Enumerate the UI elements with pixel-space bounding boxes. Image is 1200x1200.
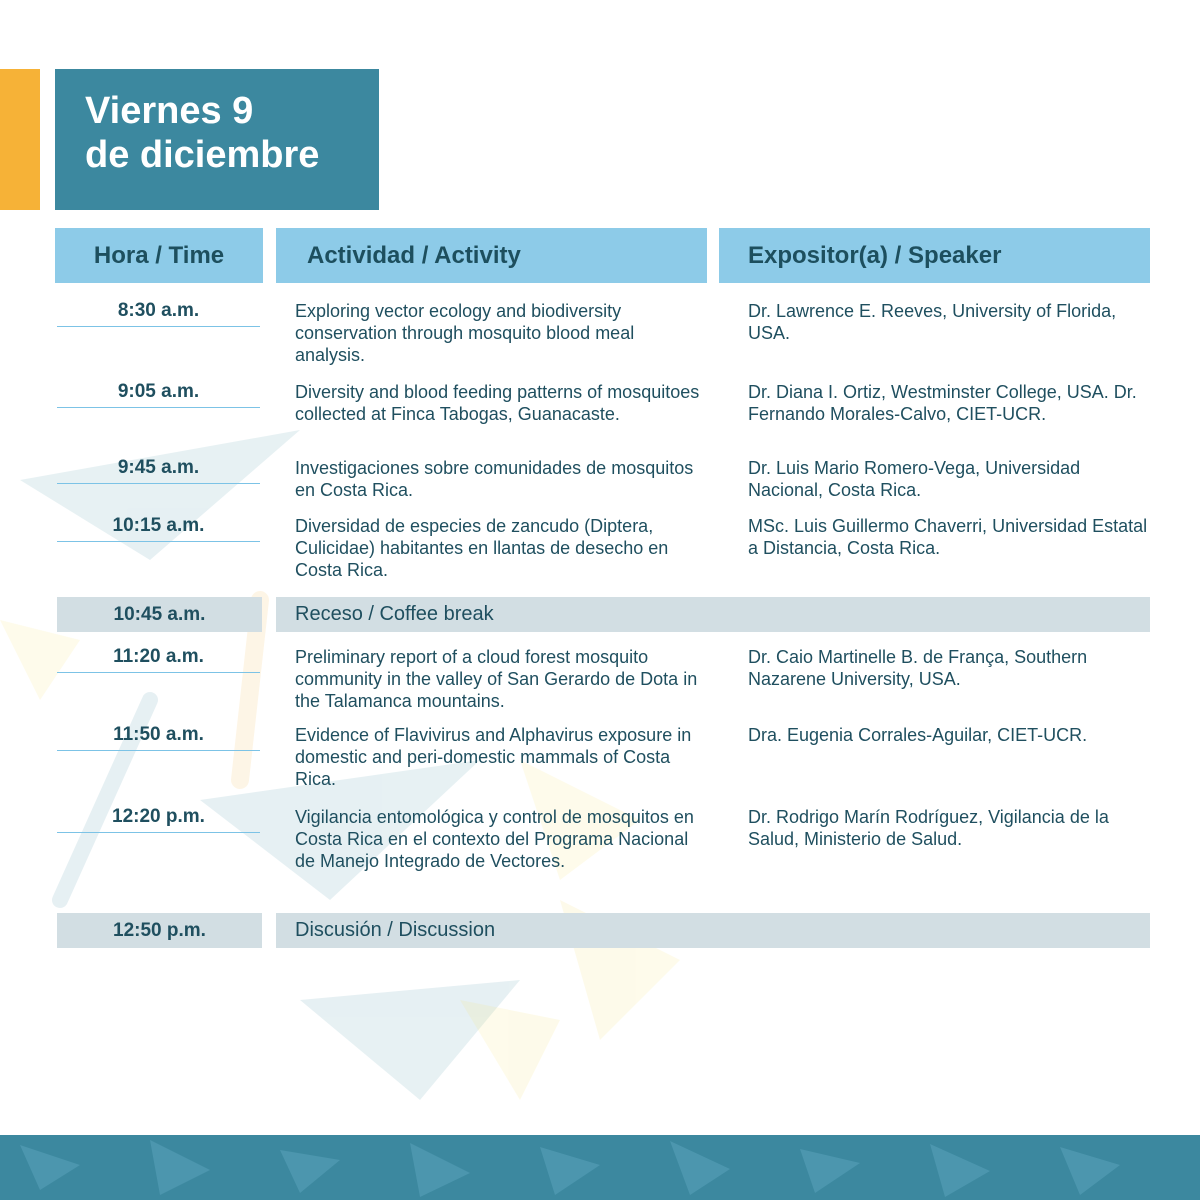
row-time: 10:15 a.m. xyxy=(57,515,260,542)
row-speaker: MSc. Luis Guillermo Chaverri, Universidad Estatal a Distancia, Costa Rica. xyxy=(748,516,1148,558)
row-speaker: Dr. Lawrence E. Reeves, University of Florida, USA. xyxy=(748,301,1117,343)
header-time: Hora / Time xyxy=(55,228,263,283)
row-speaker: Dr. Diana I. Ortiz, Westminster College, USA. Dr. Fernando Morales-Calvo, CIET-UCR. xyxy=(748,382,1137,424)
page-title xyxy=(55,69,379,210)
row-activity: Evidence of Flavivirus and Alphavirus exposure in domestic and peri-domestic mammals of Costa Rica. xyxy=(295,725,692,789)
discussion-activity: Discusión / Discussion xyxy=(276,913,1150,948)
row-activity: Investigaciones sobre comunidades de mosquitos en Costa Rica. xyxy=(295,458,694,500)
row-time: 12:20 p.m. xyxy=(57,806,260,833)
row-time: 11:50 a.m. xyxy=(57,724,260,751)
header-speaker: Expositor(a) / Speaker xyxy=(719,228,1150,283)
discussion-time: 12:50 p.m. xyxy=(57,913,262,948)
row-time: 9:05 a.m. xyxy=(57,381,260,408)
row-activity: Vigilancia entomológica y control de mosquitos en Costa Rica en el contexto del Programa Nacional de Manejo Integrado de Vectores. xyxy=(295,807,694,871)
accent-bar xyxy=(0,69,40,210)
row-activity: Diversity and blood feeding patterns of mosquitoes collected at Finca Tabogas, Guanacaste. xyxy=(295,382,700,424)
row-activity: Diversidad de especies de zancudo (Diptera, Culicidae) habitantes en llantas de desecho en Costa Rica. xyxy=(295,516,669,580)
row-speaker: Dr. Rodrigo Marín Rodríguez, Vigilancia de la Salud, Ministerio de Salud. xyxy=(748,807,1109,849)
row-speaker: Dra. Eugenia Corrales-Aguilar, CIET-UCR. xyxy=(748,725,1088,745)
row-activity: Preliminary report of a cloud forest mosquito community in the valley of San Gerardo de Dota in the Talamanca mountains. xyxy=(295,647,698,711)
row-speaker: Dr. Caio Martinelle B. de França, Southern Nazarene University, USA. xyxy=(748,647,1088,689)
footer-pattern xyxy=(0,1135,1200,1200)
footer-band xyxy=(0,1135,1200,1200)
row-time: 9:45 a.m. xyxy=(57,457,260,484)
break-time: 10:45 a.m. xyxy=(57,597,262,632)
break-activity: Receso / Coffee break xyxy=(276,597,1150,632)
row-time: 11:20 a.m. xyxy=(57,646,260,673)
title-line-2: de diciembre xyxy=(85,134,320,176)
row-speaker: Dr. Luis Mario Romero-Vega, Universidad Nacional, Costa Rica. xyxy=(748,458,1081,500)
row-activity: Exploring vector ecology and biodiversity conservation through mosquito blood meal analysis. xyxy=(295,301,635,365)
row-time: 8:30 a.m. xyxy=(57,300,260,327)
header-activity: Actividad / Activity xyxy=(276,228,707,283)
title-line-1: Viernes 9 xyxy=(85,90,254,132)
